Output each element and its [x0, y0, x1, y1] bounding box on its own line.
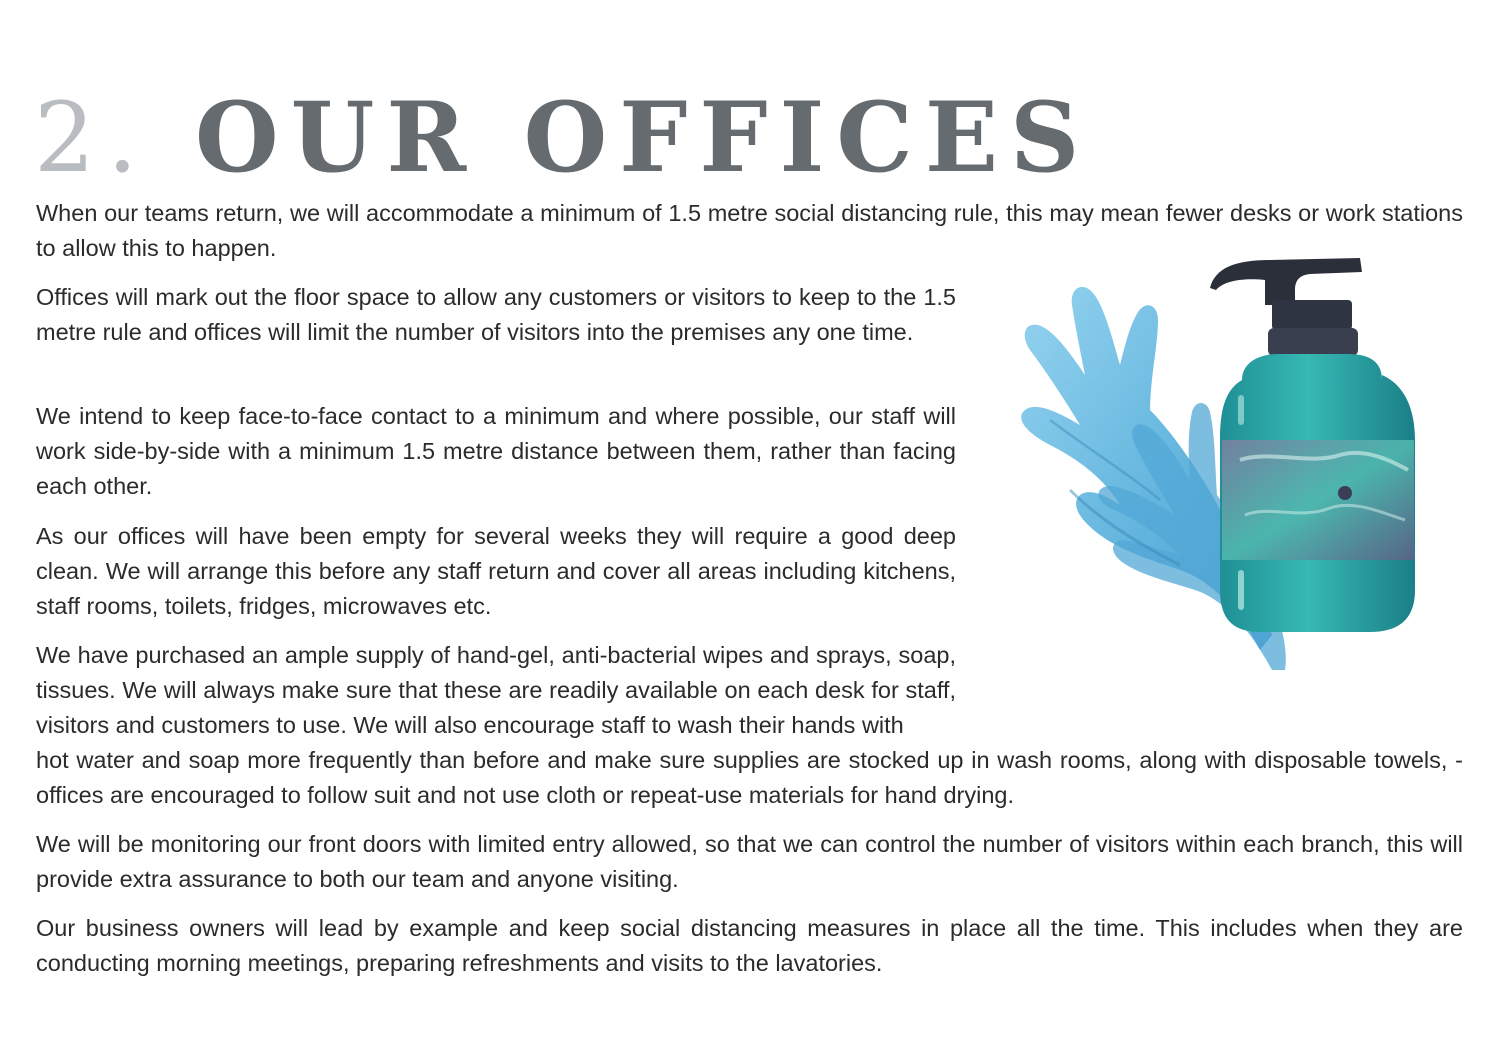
pump-icon: [1210, 258, 1362, 356]
page-title: [34, 78, 1091, 198]
paragraph-business-owners: Our business owners will lead by example and keep social distancing measures in place all the time. This includes when they are conducting morning meetings, preparing refreshments and visits to the lavatories.: [36, 915, 1463, 976]
paragraph-floor-space: Offices will mark out the floor space to allow any customers or visitors to keep to the 1.5 metre rule and offices will limit the number of visitors into the premises any one time.: [36, 284, 956, 345]
paragraph-face-to-face: We intend to keep face-to-face contact to a minimum and where possible, our staff will work side-by-side with a minimum 1.5 metre distance between them, rather than facing each other.: [36, 403, 956, 499]
paragraph-front-doors: We will be monitoring our front doors with limited entry allowed, so that we can control the number of visitors within each branch, this will provide extra assurance to both our team and anyone visiting.: [36, 831, 1463, 892]
bottle-icon: [1220, 354, 1415, 632]
paragraph-distancing-rule: When our teams return, we will accommodate a minimum of 1.5 metre social distancing rule, this may mean fewer desks or work stations to allow this to happen.: [36, 200, 1463, 261]
section-number: 2.: [34, 82, 150, 194]
paragraph-supplies-continued: hot water and soap more frequently than before and make sure supplies are stocked up in wash rooms, along with disposable towels, - offices are encouraged to follow suit and not use cloth or repeat-use materials for hand drying.: [36, 747, 1463, 808]
soap-dispenser-and-gloves-icon: [1010, 250, 1430, 680]
section-title: OUR OFFICES: [195, 81, 1092, 194]
paragraph-deep-clean: As our offices will have been empty for several weeks they will require a good deep clean. We will arrange this before any staff return and cover all areas including kitchens, staff rooms, toilets, fridges, microwaves etc.: [36, 523, 956, 619]
paragraph-supplies: We have purchased an ample supply of hand-gel, anti-bacterial wipes and sprays, soap, tissues. We will always make sure that these are readily available on each desk for staff, visitors and customers to use. We will also encourage staff to wash their hands with: [36, 642, 956, 738]
